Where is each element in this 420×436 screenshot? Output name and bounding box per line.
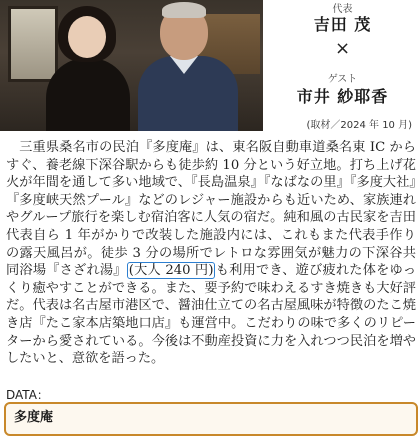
guest-figure [46,58,130,131]
article-body [6,139,416,368]
data-label: DATA： [6,388,49,402]
data-box [4,402,418,436]
interview-photo [0,0,263,131]
times-symbol: × [334,38,351,59]
host-role: 代表 [332,4,353,15]
facility-name: 多度庵 [14,410,54,425]
guest-face [68,16,106,58]
article-text-after: も利用でき、遊び疲れた体をゆっくり癒やすことができる。また、要予約で味わえるすき焼きも大好評だ。代表は名古屋市港区で、醤油仕立ての名古屋風味が特徴のたこ焼き店『たこ家本店築地口店』も運営中。こだわりの味で多くのリピーターから愛されている。今後は不動産投資に力を入れつつ民泊を増やしたいと、意欲を語った。 [6,263,417,367]
host-hair [162,2,206,18]
credits-panel [265,0,420,131]
guest-role: ゲスト [327,74,358,85]
price-highlight: (大人 240 円) [128,263,214,279]
host-name: 吉田 茂 [313,15,372,34]
guest-name: 市井 紗耶香 [296,87,389,106]
interview-date: (取材／2024 年 10 月) [306,120,412,131]
article-paragraph [6,139,416,368]
photo-window [8,6,58,82]
article-text-before: 三重県桑名市の民泊『多度庵』は、東名阪自動車道桑名東 IC からすぐ、養老線下深谷駅からも徒歩約 10 分という好立地。打ち上げ花火が年間を通して多い地域で、『長島温泉』『なばなの里』『多度大社』『多度峡天然プール』などのレジャー施設からも近いため、家族連れやグループ旅行を楽しむ宿泊客に人気の宿だ。純和風の古民家を吉田代表自ら 1 年がかりで改装した施設内には、これもまた代表手作りの露天風呂が。徒歩 3 分の場所でレトロな雰囲気が魅力の下深谷共同浴場『さざれ湯』 [6,140,416,279]
